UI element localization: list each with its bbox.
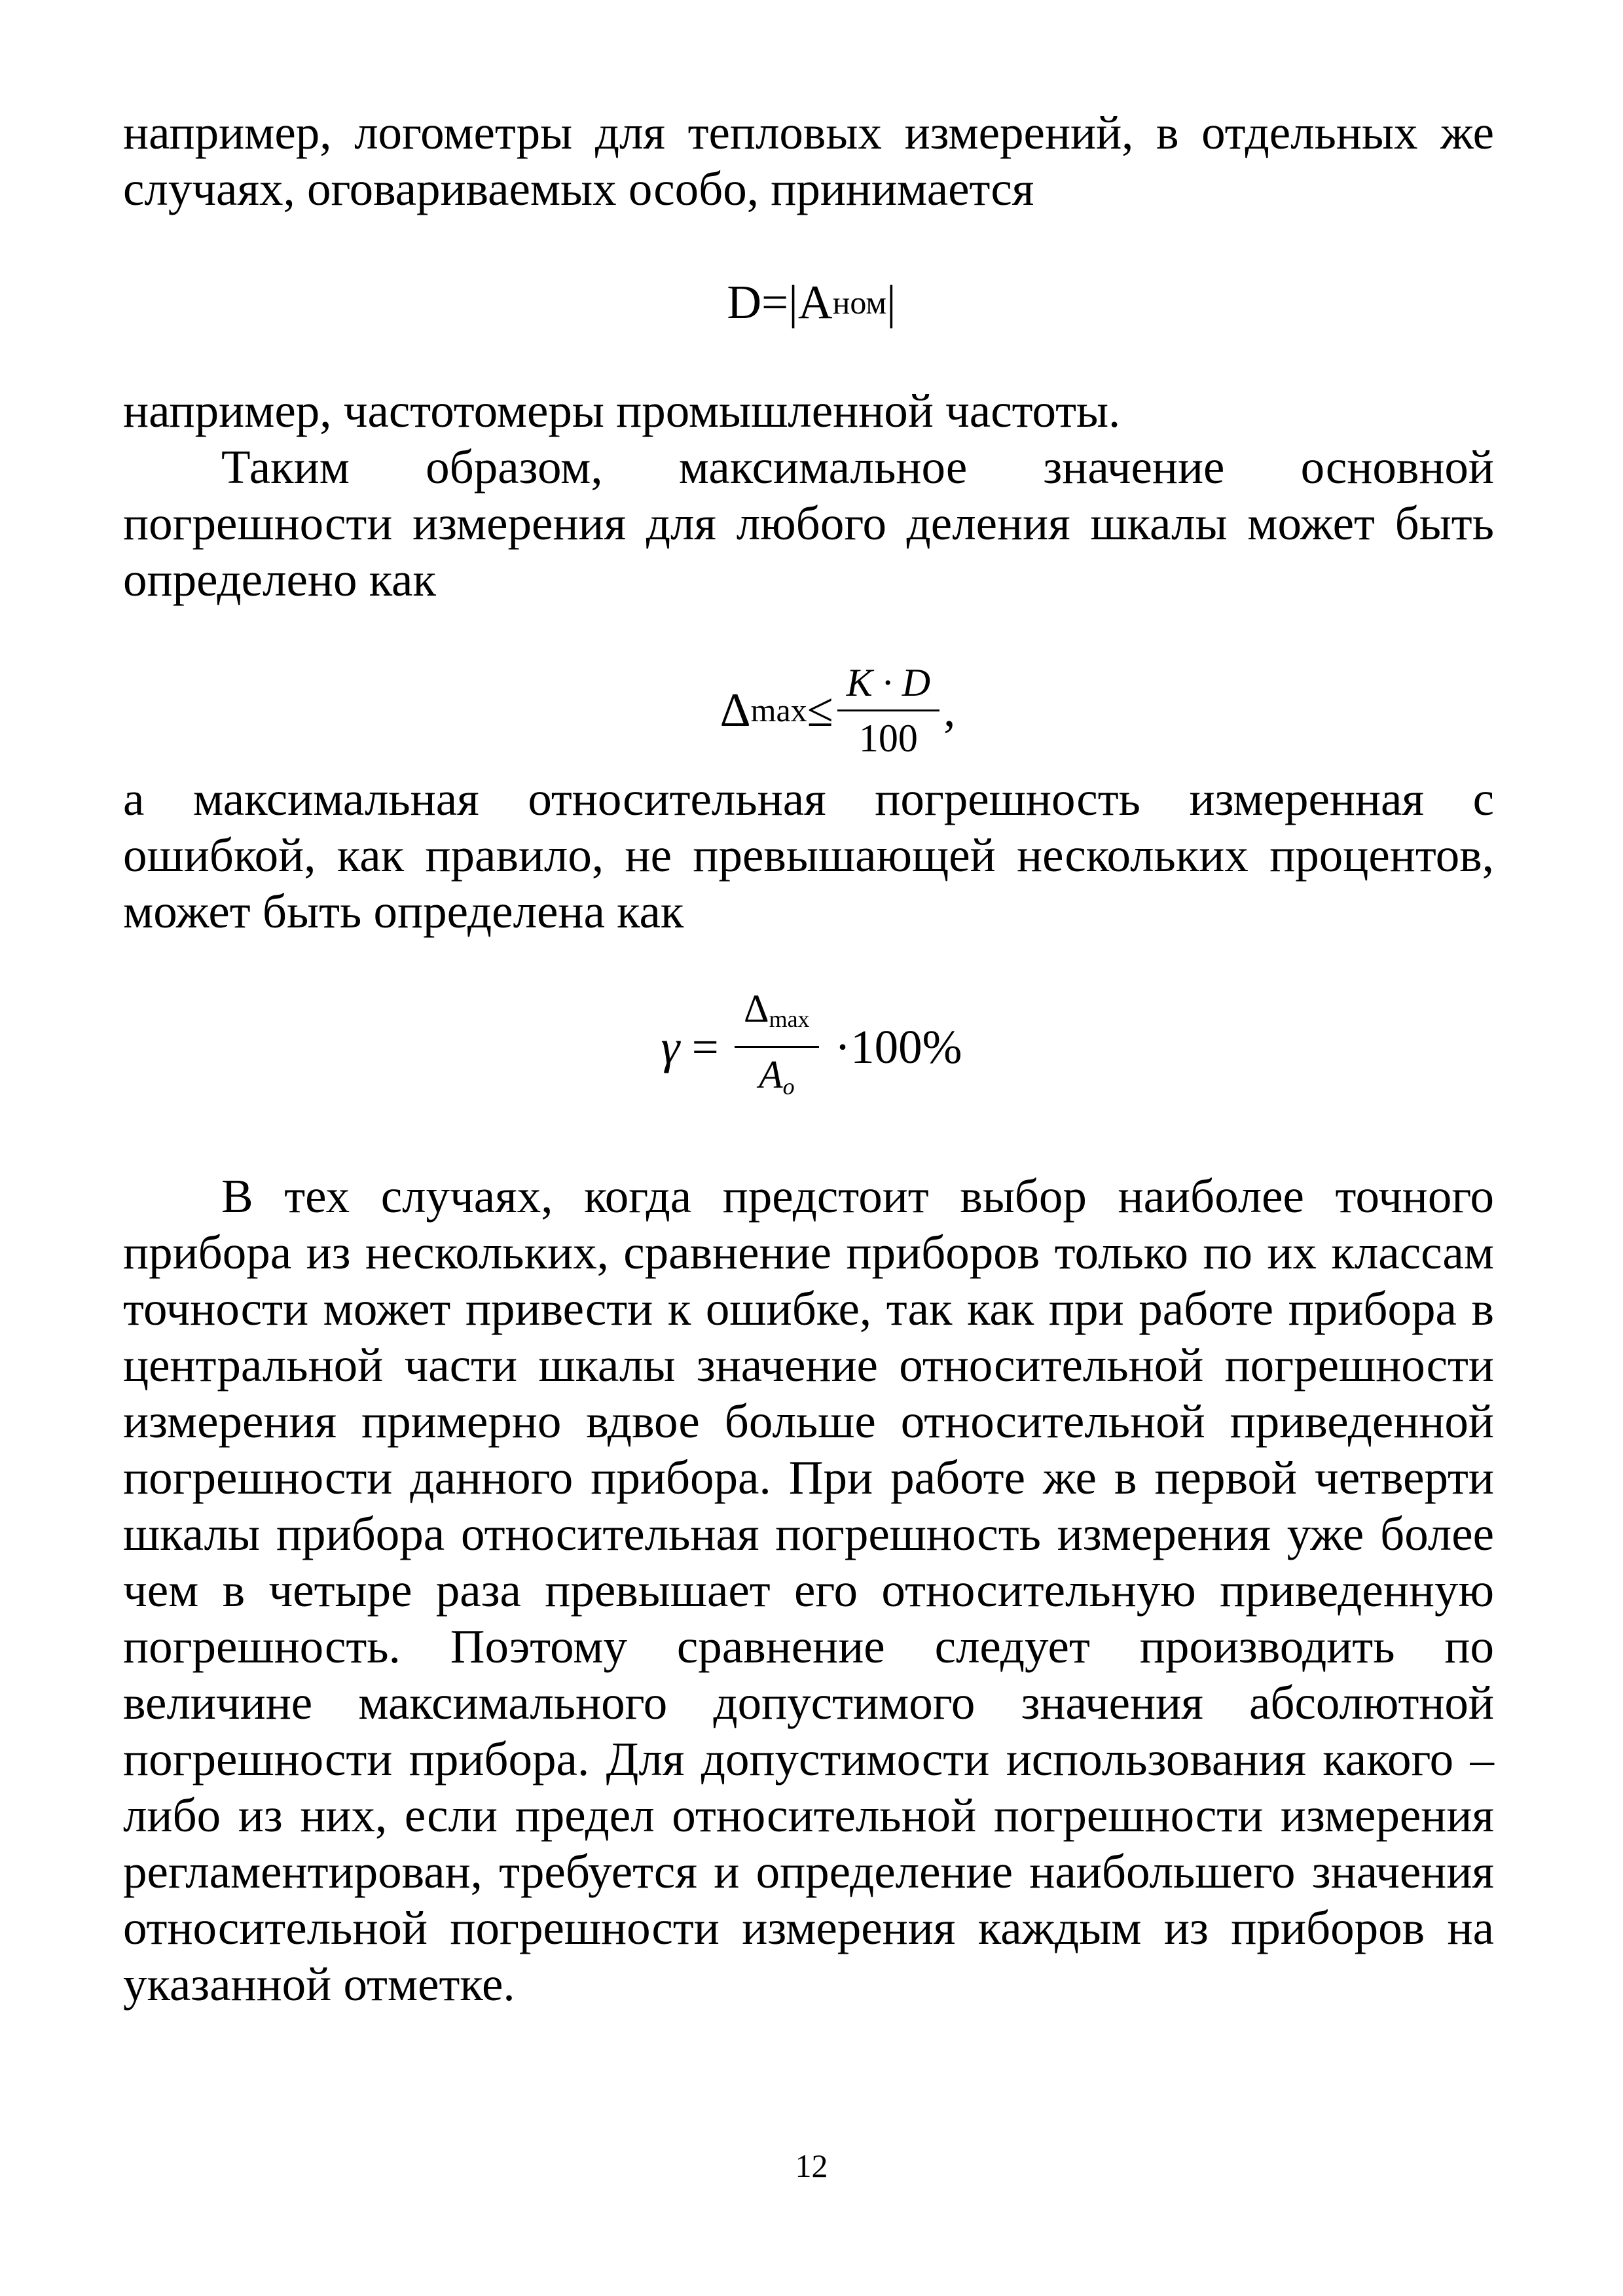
formula-2-subscript: max	[750, 692, 807, 728]
formula-3-den-var: A	[758, 1052, 783, 1096]
formula-3-denominator	[759, 1048, 795, 1109]
formula-3-num-subscript: max	[769, 1005, 810, 1032]
formula-2-numerator: K · D	[837, 660, 939, 711]
formula-d-nominal	[0, 270, 1623, 335]
formula-2-trail: ,	[943, 683, 956, 736]
paragraph-4	[123, 771, 1494, 940]
paragraph-2-text: например, частотомеры промышленной частоты.	[123, 384, 1121, 437]
paragraph-1	[123, 105, 1494, 217]
page-number: 12	[795, 2147, 828, 2184]
formula-3-gamma: γ	[661, 1020, 680, 1073]
formula-delta-max	[0, 655, 1623, 766]
paragraph-5-text: В тех случаях, когда предстоит выбор наиболее точного прибора из нескольких, сравнение приборов только по их классам точности может привести к ошибке, так как при работе прибора в центральной части шкалы значение относительной погрешности измерения примерно вдвое больше относительной приведенной погрешности данного прибора. При работе же в первой четверти шкалы прибора относительная погрешность измерения уже более чем в четыре раза превышает его относительную приведенную погрешность. Поэтому сравнение следует производить по величине максимального допустимого значения абсолютной погрешности прибора. Для допустимости использования какого – либо из них, если предел относительной погрешности измерения регламентирован, требуется и определение наибольшего значения относительной погрешности измерения каждым из приборов на указанной отметке.	[123, 1170, 1494, 2011]
formula-3-numerator	[735, 986, 819, 1048]
formula-2-denominator: 100	[858, 716, 918, 760]
formula-1-rhs: |	[886, 276, 896, 329]
formula-2-relation: ≤	[807, 683, 833, 736]
paragraph-1-text: например, логометры для тепловых измерений, в отдельных же случаях, оговариваемых особо, принимается	[123, 106, 1494, 215]
formula-1-lhs: D=|A	[727, 276, 833, 329]
formula-3-den-subscript: o	[782, 1073, 795, 1100]
paragraph-5	[123, 1168, 1494, 2013]
formula-3-equals: =	[680, 1020, 731, 1073]
formula-2-fraction	[837, 660, 939, 761]
formula-3-num-delta: Δ	[743, 986, 769, 1030]
formula-3-trail: ·100%	[822, 1020, 962, 1073]
paragraph-2-3	[123, 383, 1494, 608]
formula-2-delta: Δ	[720, 683, 751, 736]
formula-gamma	[0, 982, 1623, 1113]
paragraph-3-text: Таким образом, максимальное значение основной погрешности измерения для любого деления шкалы может быть определено как	[123, 440, 1494, 606]
formula-3-fraction	[735, 986, 819, 1109]
formula-1-subscript: ном	[832, 284, 887, 321]
paragraph-4-text: а максимальная относительная погрешность измеренная с ошибкой, как правило, не превышающей нескольких процентов, может быть определена как	[123, 772, 1494, 938]
